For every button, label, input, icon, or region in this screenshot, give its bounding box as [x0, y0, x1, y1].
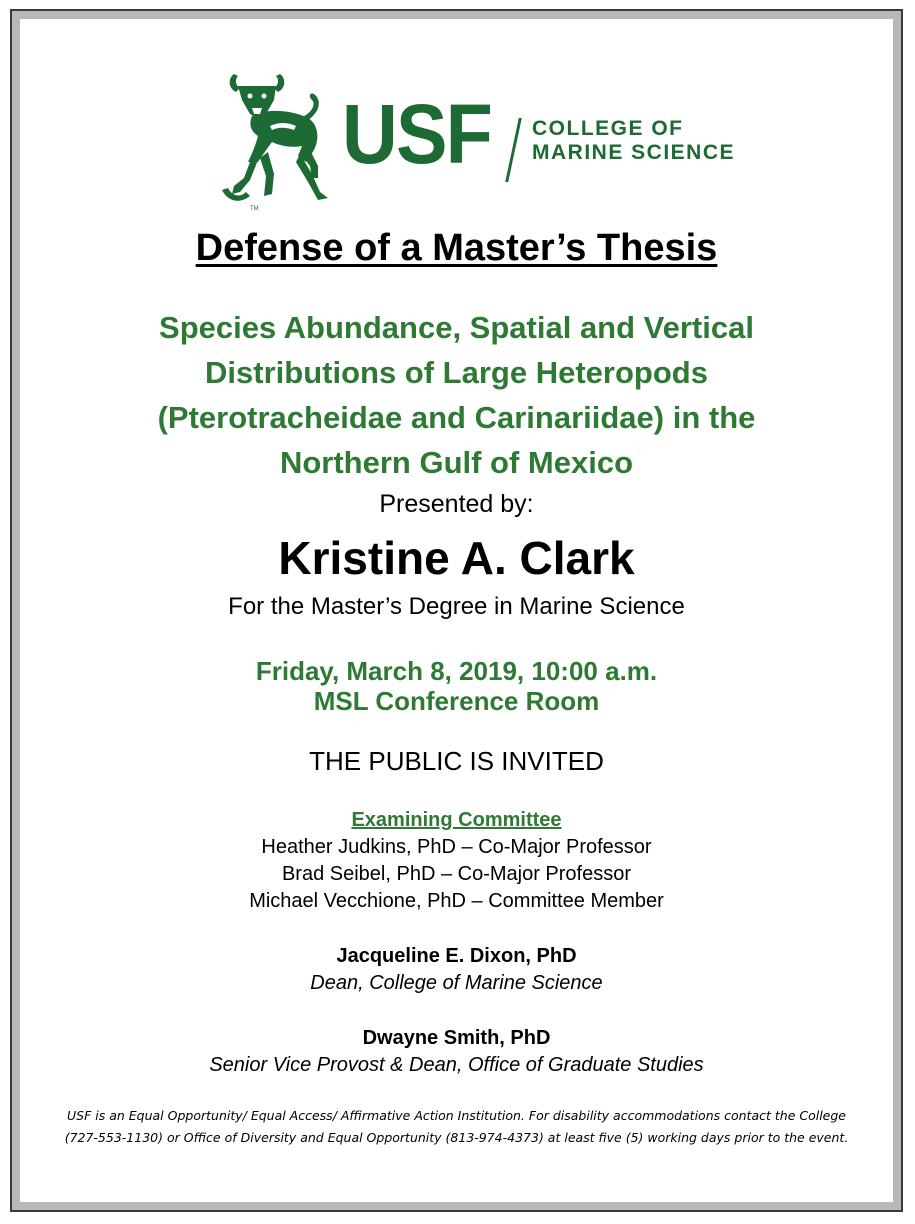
logo-trademark: TM: [250, 206, 259, 212]
thesis-title-line-2: Distributions of Large Heteropods: [205, 355, 708, 390]
committee-member: Brad Seibel, PhD – Co-Major Professor: [281, 863, 632, 885]
footer-notice-line-2: (727-553-1130) or Office of Diversity and Equal Opportunity (813-974-4373) at least five (5) working days prior to the event.: [64, 1130, 849, 1145]
public-notice: THE PUBLIC IS INVITED: [309, 746, 604, 776]
bull-mascot-icon: [222, 70, 334, 212]
committee-member: Michael Vecchione, PhD – Committee Member: [249, 890, 664, 912]
presented-by-label: Presented by:: [379, 490, 534, 518]
official-role: Dean, College of Marine Science: [310, 972, 603, 994]
logo-divider: [505, 118, 522, 182]
thesis-title-line-3: (Pterotracheidae and Carinariidae) in the: [157, 400, 756, 435]
official-role: Senior Vice Provost & Dean, Office of Graduate Studies: [209, 1054, 704, 1076]
logo-college-line1: COLLEGE OF: [532, 117, 684, 140]
page-title: Defense of a Master’s Thesis: [195, 227, 718, 269]
event-location: MSL Conference Room: [313, 686, 600, 716]
logo-college-line2: MARINE SCIENCE: [532, 141, 736, 164]
committee-member: Heather Judkins, PhD – Co-Major Professor: [261, 836, 652, 858]
thesis-title-line-1: Species Abundance, Spatial and Vertical: [159, 310, 754, 345]
usf-wordmark: USF: [342, 87, 492, 181]
usf-cms-logo: [222, 70, 736, 212]
presenter-name: Kristine A. Clark: [278, 532, 635, 584]
committee-heading: Examining Committee: [351, 809, 562, 831]
flyer-page: [20, 19, 893, 1202]
footer-notice-line-1: USF is an Equal Opportunity/ Equal Access/ Affirmative Action Institution. For disability accommodations contact the College: [67, 1108, 846, 1123]
event-datetime: Friday, March 8, 2019, 10:00 a.m.: [255, 656, 658, 686]
thesis-title-line-4: Northern Gulf of Mexico: [279, 445, 634, 480]
official-name: Jacqueline E. Dixon, PhD: [336, 945, 577, 967]
degree-line: For the Master’s Degree in Marine Science: [228, 593, 685, 620]
official-name: Dwayne Smith, PhD: [362, 1027, 551, 1049]
